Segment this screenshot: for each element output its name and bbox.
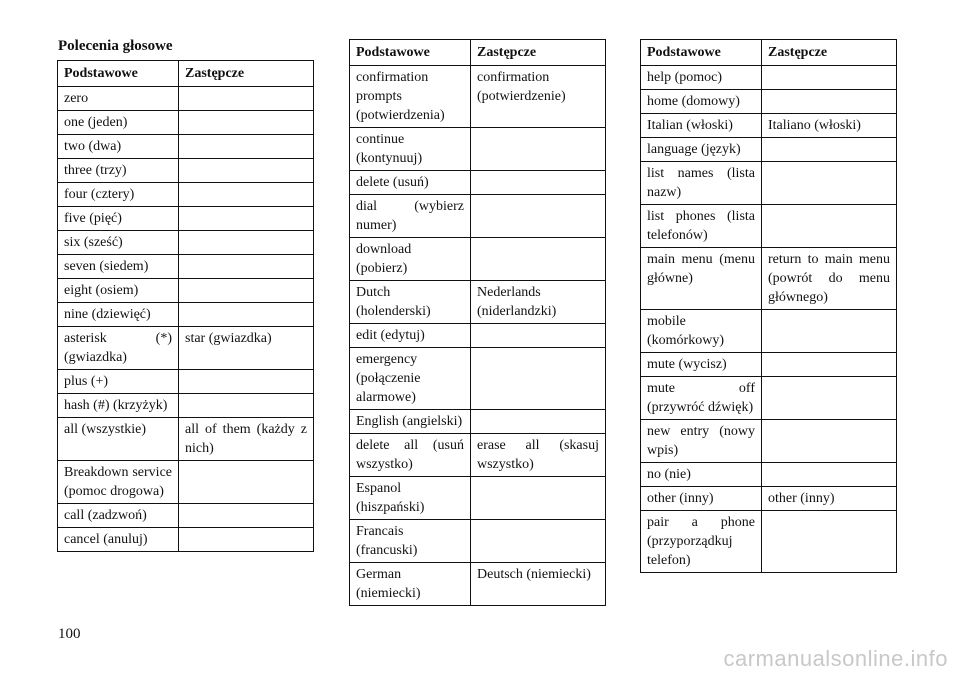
table-row [641,511,897,573]
basic-command-cell: cancel (anuluj) [58,528,179,552]
table-row [641,487,897,511]
table-row [58,207,314,231]
table-row [58,528,314,552]
alternate-command-cell [471,324,606,348]
basic-command-cell: five (pięć) [58,207,179,231]
alternate-command-cell [179,255,314,279]
table-row [350,563,606,606]
table-row [58,183,314,207]
header-basic: Podstawowe [58,61,179,87]
table-header-row [58,61,314,87]
alternate-command-cell [471,348,606,410]
table-row [641,205,897,248]
basic-command-cell: delete (usuń) [350,171,471,195]
table-header-row [641,40,897,66]
basic-command-cell: hash (#) (krzyżyk) [58,394,179,418]
basic-command-cell: Breakdown service (pomoc drogowa) [58,461,179,504]
basic-command-cell: asterisk (*) (gwiazdka) [58,327,179,370]
basic-command-cell: other (inny) [641,487,762,511]
basic-command-cell: dial (wybierz numer) [350,195,471,238]
alternate-command-cell: erase all (skasuj wszystko) [471,434,606,477]
voice-commands-table-2 [349,39,606,606]
alternate-command-cell [179,111,314,135]
table-row [350,520,606,563]
alternate-command-cell [762,205,897,248]
table-row [350,128,606,171]
table-row [58,504,314,528]
basic-command-cell: six (sześć) [58,231,179,255]
alternate-command-cell [179,231,314,255]
table-row [58,231,314,255]
alternate-command-cell [762,162,897,205]
table-row [350,281,606,324]
basic-command-cell: zero [58,87,179,111]
table-row [641,463,897,487]
alternate-command-cell [179,207,314,231]
alternate-command-cell [179,370,314,394]
alternate-command-cell [762,377,897,420]
alternate-command-cell [179,394,314,418]
table-row [350,171,606,195]
table-row [641,90,897,114]
table-row [641,248,897,310]
table-row [58,370,314,394]
basic-command-cell: German (niemiecki) [350,563,471,606]
basic-command-cell: confirmation prompts (potwierdzenia) [350,66,471,128]
alternate-command-cell [471,520,606,563]
voice-commands-table-3 [640,39,897,573]
alternate-command-cell: Italiano (włoski) [762,114,897,138]
table-row [641,66,897,90]
basic-command-cell: nine (dziewięć) [58,303,179,327]
alternate-command-cell [762,90,897,114]
table-row [58,111,314,135]
alternate-command-cell [179,528,314,552]
basic-command-cell: seven (siedem) [58,255,179,279]
alternate-command-cell [471,410,606,434]
table-row [641,420,897,463]
alternate-command-cell [179,135,314,159]
alternate-command-cell [471,238,606,281]
table-row [350,348,606,410]
alternate-command-cell [179,183,314,207]
header-basic: Podstawowe [350,40,471,66]
table-row [350,434,606,477]
voice-commands-table-1 [57,60,314,552]
table-row [58,418,314,461]
table-row [350,410,606,434]
basic-command-cell: delete all (usuń wszystko) [350,434,471,477]
alternate-command-cell [179,461,314,504]
basic-command-cell: Francais (francuski) [350,520,471,563]
table-row [58,255,314,279]
alternate-command-cell [762,310,897,353]
basic-command-cell: mobile (komórkowy) [641,310,762,353]
watermark: carmanualsonline.info [723,646,948,671]
alternate-command-cell [762,420,897,463]
basic-command-cell: three (trzy) [58,159,179,183]
basic-command-cell: no (nie) [641,463,762,487]
alternate-command-cell [762,66,897,90]
table-row [58,461,314,504]
basic-command-cell: list names (lista nazw) [641,162,762,205]
table-row [58,394,314,418]
alternate-command-cell: Nederlands (niderlandzki) [471,281,606,324]
alternate-command-cell: other (inny) [762,487,897,511]
table-row [58,159,314,183]
table-row [641,377,897,420]
basic-command-cell: one (jeden) [58,111,179,135]
table-row [58,327,314,370]
header-alternate: Zastępcze [471,40,606,66]
alternate-command-cell [179,504,314,528]
alternate-command-cell [179,303,314,327]
basic-command-cell: main menu (menu główne) [641,248,762,310]
alternate-command-cell [762,353,897,377]
basic-command-cell: all (wszystkie) [58,418,179,461]
header-alternate: Zastępcze [762,40,897,66]
basic-command-cell: download (pobierz) [350,238,471,281]
basic-command-cell: emergency (połączenie alarmowe) [350,348,471,410]
basic-command-cell: new entry (nowy wpis) [641,420,762,463]
basic-command-cell: Espanol (hiszpański) [350,477,471,520]
basic-command-cell: pair a phone (przyporządkuj telefon) [641,511,762,573]
basic-command-cell: Italian (włoski) [641,114,762,138]
basic-command-cell: plus (+) [58,370,179,394]
section-title: Polecenia głosowe [58,38,173,54]
table-row [641,114,897,138]
basic-command-cell: help (pomoc) [641,66,762,90]
alternate-command-cell: confirmation (potwierdzenie) [471,66,606,128]
alternate-command-cell [471,477,606,520]
table-row [350,324,606,348]
basic-command-cell: Dutch (holenderski) [350,281,471,324]
alternate-command-cell: all of them (każdy z nich) [179,418,314,461]
alternate-command-cell [762,511,897,573]
table-row [58,135,314,159]
header-alternate: Zastępcze [179,61,314,87]
basic-command-cell: continue (kontynuuj) [350,128,471,171]
alternate-command-cell [471,171,606,195]
alternate-command-cell: Deutsch (niemiecki) [471,563,606,606]
table-row [350,66,606,128]
basic-command-cell: mute (wycisz) [641,353,762,377]
basic-command-cell: list phones (lista telefonów) [641,205,762,248]
basic-command-cell: edit (edytuj) [350,324,471,348]
table-row [58,87,314,111]
alternate-command-cell [762,463,897,487]
table-row [641,353,897,377]
basic-command-cell: four (cztery) [58,183,179,207]
alternate-command-cell [471,128,606,171]
basic-command-cell: home (domowy) [641,90,762,114]
table-header-row [350,40,606,66]
alternate-command-cell [179,87,314,111]
basic-command-cell: mute off (przywróć dźwięk) [641,377,762,420]
page-number: 100 [58,626,81,642]
alternate-command-cell [179,279,314,303]
table-row [641,162,897,205]
basic-command-cell: English (angielski) [350,410,471,434]
table-row [641,310,897,353]
basic-command-cell: two (dwa) [58,135,179,159]
alternate-command-cell: star (gwiazdka) [179,327,314,370]
alternate-command-cell [762,138,897,162]
alternate-command-cell [471,195,606,238]
table-row [350,477,606,520]
basic-command-cell: call (zadzwoń) [58,504,179,528]
table-row [641,138,897,162]
basic-command-cell: eight (osiem) [58,279,179,303]
alternate-command-cell: return to main menu (powrót do menu głównego) [762,248,897,310]
table-row [58,279,314,303]
table-row [58,303,314,327]
table-row [350,195,606,238]
table-row [350,238,606,281]
basic-command-cell: language (język) [641,138,762,162]
alternate-command-cell [179,159,314,183]
header-basic: Podstawowe [641,40,762,66]
